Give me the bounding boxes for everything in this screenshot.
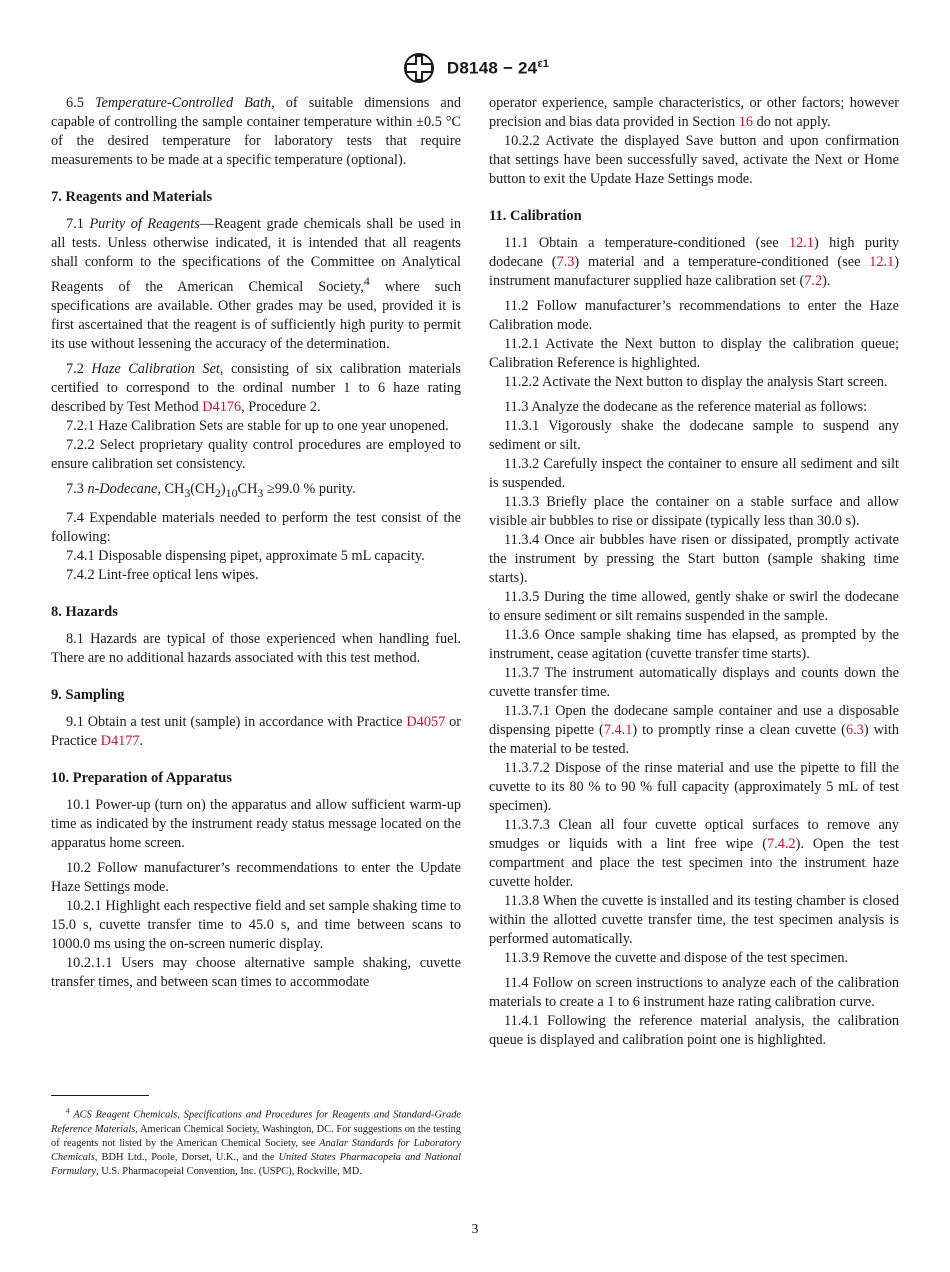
standard-designation: $D8148 - 24^{\varepsilon 1}$ [446,57,550,78]
section-heading-9: 9. Sampling [51,686,125,703]
paragraph-11-3-1: 11.3.1 Vigorously shake the dodecane sample to suspend any sediment or silt. [489,418,899,453]
paragraph-7-4: 7.4 Expendable materials needed to perform the test consist of the following: [51,509,461,545]
paragraph-11-3-7-3: 11.3.7.3 Clean all four cuvette optical surfaces to remove any smudges or liquids with a lint free wipe (7.4.2). Open the test compartment and place the test specimen into the instrument haze cuvette holder. [489,817,899,890]
footnote-divider [51,1095,149,1096]
reference-link[interactable]: 7.3 [556,254,575,270]
paragraph-7-3: 7.3 n-Dodecane, $CH_3(CH_2)_{10}CH_3 \ge 99.0$ % purity. [66,480,356,500]
section-heading-8: 8. Hazards [51,603,118,620]
paragraph-7-4-1: 7.4.1 Disposable dispensing pipet, approximate 5 mL capacity. [66,547,425,564]
paragraph-11-3-5: 11.3.5 During the time allowed, gently shake or swirl the dodecane to ensure sediment or silt remains suspended in the sample. [489,589,899,624]
page-number: 3 [471,1221,479,1236]
paragraph-11-2-2: 11.2.2 Activate the Next button to display the analysis Start screen. [504,374,888,390]
footnote: $^4$ ACS Reagent Chemicals, Specifications and Procedures for Reagents and Standard-Grade Reference Materials, American Chemical Society, Washington, DC. For suggestions on the testing of reagents not listed by the American Chemical Society, see Analar Standards for Laboratory Chemicals, BDH Ltd., Poole, Dorset, U.K., and the United States Pharmacopeia and National Formulary, U.S. Pharmacopeial Convention, Inc. (USPC), Rockville, MD. [51,1107,462,1178]
paragraph-7-2: 7.2 Haze Calibration Set, consisting of six calibration materials certified to correspond to the ordinal number 1 to 6 haze rating described by Test Method D4176, Procedure 2. [51,360,461,415]
paragraph-11-2: 11.2 Follow manufacturer’s recommendations to enter the Haze Calibration mode. [489,298,899,333]
reference-link[interactable]: 16 [738,114,754,130]
paragraph-11-3-4: 11.3.4 Once air bubbles have risen or dissipated, promptly activate the instrument by pressing the Start button (sample shaking time starts). [489,532,899,586]
right-column [489,94,899,1050]
reference-link[interactable]: D4057 [406,713,446,730]
paragraph-7-2-1: 7.2.1 Haze Calibration Sets are stable for up to one year unopened. [66,417,449,434]
reference-link[interactable]: 7.4.1 [603,722,633,738]
paragraph-7-2-2: 7.2.2 Select proprietary quality control procedures are employed to ensure calibration set consistency. [51,436,461,472]
section-heading-11: 11. Calibration [489,208,582,224]
paragraph-11-2-1: 11.2.1 Activate the Next button to display the calibration queue; Calibration Reference is highlighted. [489,336,899,371]
paragraph-10-1: 10.1 Power-up (turn on) the apparatus and allow sufficient warm-up time as indicated by the instrument ready status message located on the apparatus home screen. [51,796,461,851]
footnote-ref[interactable]: 4 [363,274,370,288]
astm-logo-icon [401,52,437,84]
paragraph-11-3-9: 11.3.9 Remove the cuvette and dispose of the test specimen. [504,950,849,966]
reference-link[interactable]: D4176 [202,398,242,415]
paragraph-6-5: 6.5 Temperature-Controlled Bath, of suitable dimensions and capable of controlling the sample container temperature within ±0.5 °C of the desired temperature for laboratory tests that require measurements to be made at a specific temperature (optional). [51,95,461,168]
page-header [0,52,950,84]
paragraph-11-3-7: 11.3.7 The instrument automatically displays and counts down the cuvette transfer time. [489,665,899,700]
paragraph-11-4: 11.4 Follow on screen instructions to analyze each of the calibration materials to create a 1 to 6 instrument haze rating calibration curve. [489,975,899,1010]
paragraph-continuation: operator experience, sample characteristics, or other factors; however precision and bias data provided in Section 16 do not apply. [489,95,899,130]
paragraph-10-2-1: 10.2.1 Highlight each respective field and set sample shaking time to 15.0 s, cuvette transfer time to 45.0 s, and time between scans to 1000.0 ms using the on-screen numeric display. [51,897,461,952]
paragraph-11-3-7-1: 11.3.7.1 Open the dodecane sample container and use a disposable dispensing pipette (7.4.1) to promptly rinse a clean cuvette (6.3) with the material to be tested. [489,703,899,757]
reference-link[interactable]: 6.3 [845,722,864,738]
section-heading-7: 7. Reagents and Materials [51,189,213,205]
paragraph-11-4-1: 11.4.1 Following the reference material analysis, the calibration queue is displayed and calibration point one is highlighted. [489,1013,899,1048]
paragraph-11-3: 11.3 Analyze the dodecane as the reference material as follows: [504,399,868,415]
paragraph-10-2-1-1: 10.2.1.1 Users may choose alternative sample shaking, cuvette transfer times, and between scan times to accommodate [51,954,461,990]
paragraph-10-2: 10.2 Follow manufacturer’s recommendations to enter the Update Haze Settings mode. [51,859,461,895]
paragraph-11-3-7-2: 11.3.7.2 Dispose of the rinse material and use the pipette to fill the cuvette to its 80 % to 90 % full capacity (approximately 5 mL of test specimen). [489,760,899,814]
paragraph-9-1: 9.1 Obtain a test unit (sample) in accordance with Practice D4057 or Practice D4177. [51,713,461,749]
paragraph-7-4-2: 7.4.2 Lint-free optical lens wipes. [66,566,259,583]
reference-link[interactable]: 12.1 [869,254,895,270]
reference-link[interactable]: 7.4.2 [766,836,796,852]
paragraph-11-3-2: 11.3.2 Carefully inspect the container to ensure all sediment and silt is suspended. [489,456,899,491]
paragraph-10-2-2: 10.2.2 Activate the displayed Save button and upon confirmation that settings have been successfully saved, activate the Next or Home button to exit the Update Haze Settings mode. [489,133,899,187]
paragraph-8-1: 8.1 Hazards are typical of those experienced when handling fuel. There are no additional hazards associated with this test method. [51,630,461,666]
reference-link[interactable]: 7.2 [804,273,823,289]
paragraph-11-3-3: 11.3.3 Briefly place the container on a stable surface and allow visible air bubbles to rise or dissipate (typically less than 30.0 s). [489,494,899,529]
paragraph-11-3-8: 11.3.8 When the cuvette is installed and its testing chamber is closed within the allotted cuvette transfer time, the test specimen analysis is performed automatically. [489,893,899,947]
paragraph-11-1: 11.1 Obtain a temperature-conditioned (see 12.1) high purity dodecane (7.3) material and a temperature-conditioned (see 12.1) instrument manufacturer supplied haze calibration set (7.2). [489,235,900,289]
paragraph-7-1: 7.1 Purity of Reagents—Reagent grade chemicals shall be used in all tests. Unless otherwise indicated, it is intended that all reagents shall conform to the specifications of the Committee on Analytical Reagents of the American Chemical Society,$^4$ where such specifications are available. Other grades may be used, provided it is first ascertained that the reagent is of sufficiently high purity to permit its use without lessening the accuracy of the determination. [51,216,461,352]
left-column [51,94,461,992]
paragraph-11-3-6: 11.3.6 Once sample shaking time has elapsed, as prompted by the instrument, cease agitation (cuvette transfer time starts). [489,627,899,662]
reference-link[interactable]: 12.1 [788,235,814,251]
reference-link[interactable]: D4177 [100,732,140,749]
section-heading-10: 10. Preparation of Apparatus [51,769,232,786]
